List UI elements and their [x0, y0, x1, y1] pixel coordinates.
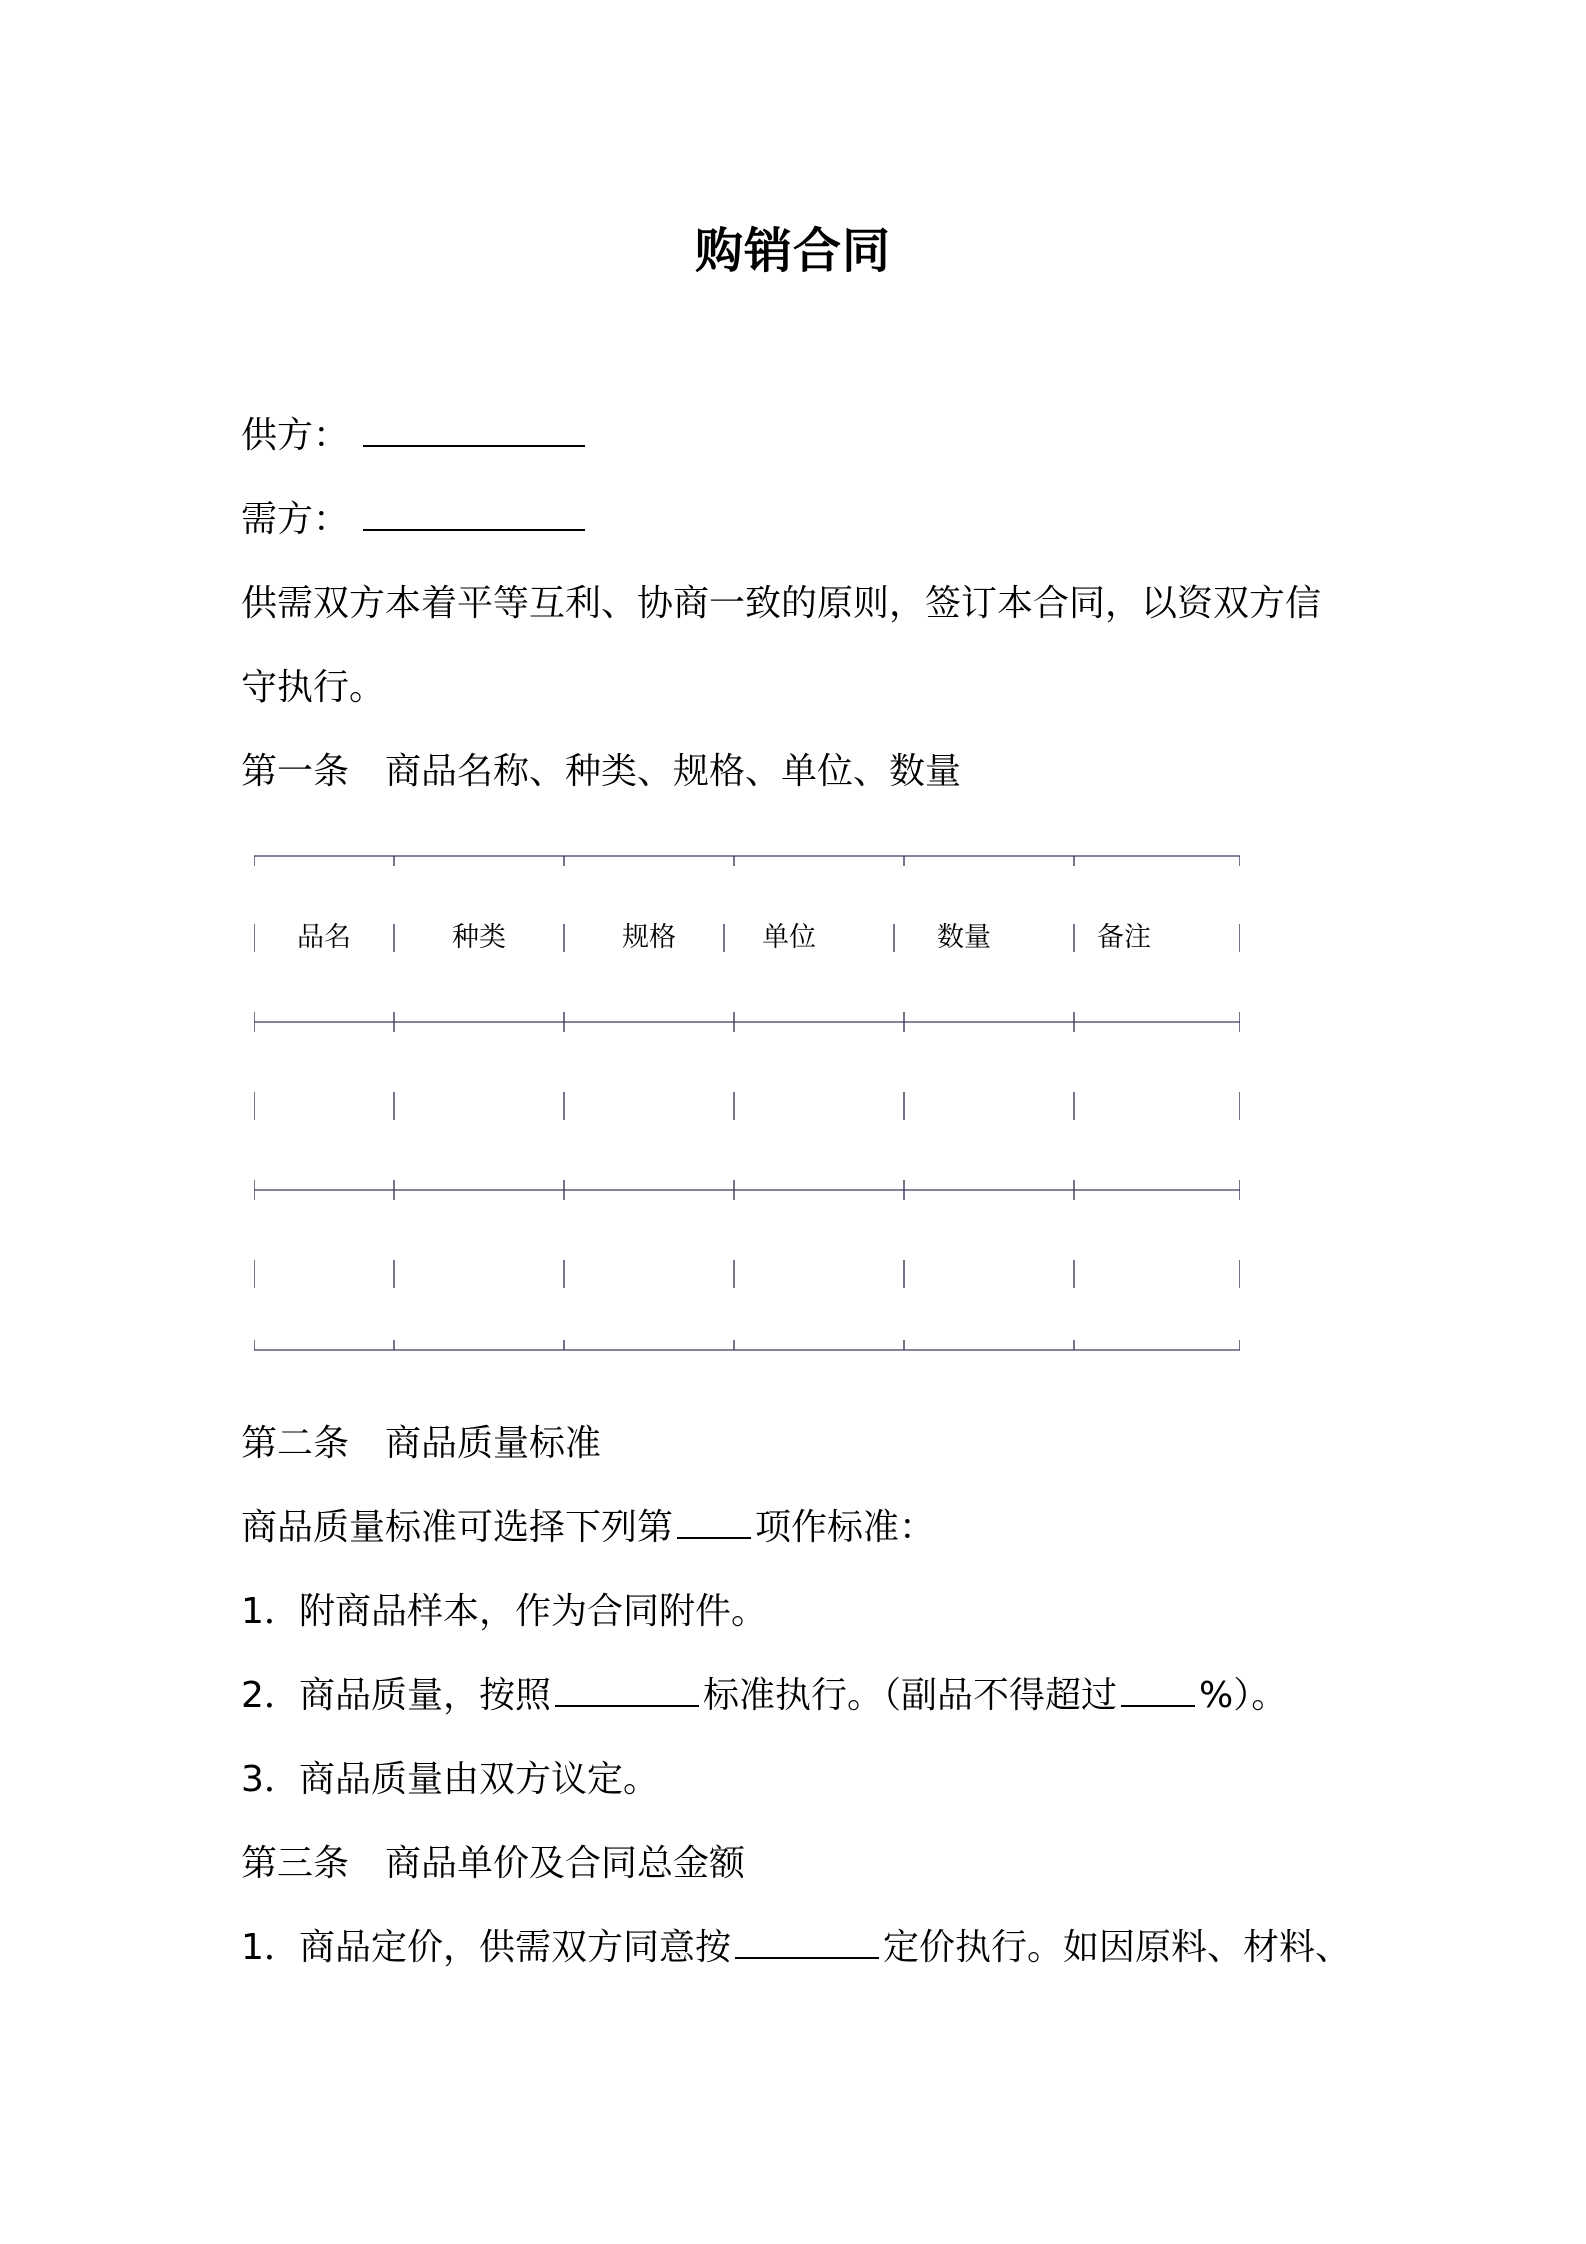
quality-standard-blank[interactable]	[555, 1675, 699, 1707]
article2-item-1	[241, 1586, 767, 1638]
supplier-blank[interactable]	[363, 415, 585, 447]
intro-line-1: 供需双方本着平等互利、协商一致的原则，签订本合同，以资双方信	[241, 583, 1322, 624]
document-title: 购销合同	[694, 223, 891, 279]
article3-item-1	[241, 1922, 1351, 1974]
article2-heading: 第二条 商品质量标准	[241, 1423, 602, 1464]
buyer-label: 需方：	[241, 499, 350, 540]
table-header-remark: 备注	[1097, 922, 1151, 953]
item-number: 1．	[241, 1927, 300, 1968]
item-text: %）。	[1199, 1675, 1288, 1716]
article2-item-3	[241, 1754, 659, 1806]
item-text: 商品质量由双方议定。	[299, 1759, 660, 1800]
table-header-name: 品名	[297, 922, 351, 953]
article2-lead	[241, 1502, 935, 1554]
article1-heading: 第一条 商品名称、种类、规格、单位、数量	[241, 751, 962, 792]
pricing-basis-blank[interactable]	[735, 1927, 879, 1959]
table-header-quantity: 数量	[937, 922, 991, 953]
article2-lead-text: 商品质量标准可选择下列第	[241, 1507, 674, 1548]
supplier-line	[241, 410, 585, 462]
table-header-spec: 规格	[622, 922, 676, 953]
intro-line-2: 守执行。	[241, 667, 386, 708]
item-number: 2．	[241, 1675, 300, 1716]
item-number: 3．	[241, 1759, 300, 1800]
item-number: 1．	[241, 1591, 300, 1632]
buyer-blank[interactable]	[363, 499, 585, 531]
supplier-label: 供方：	[241, 415, 350, 456]
item-text: 定价执行。如因原料、材料、	[883, 1927, 1352, 1968]
item-text: 附商品样本，作为合同附件。	[299, 1591, 768, 1632]
defect-percent-blank[interactable]	[1121, 1675, 1195, 1707]
table-header-unit: 单位	[762, 922, 816, 953]
buyer-line	[241, 494, 585, 546]
item-text: 商品定价，供需双方同意按	[299, 1927, 732, 1968]
item-text: 标准执行。（副品不得超过	[703, 1675, 1118, 1716]
article2-lead-suffix: 项作标准：	[755, 1507, 936, 1548]
item-text: 商品质量，按照	[299, 1675, 552, 1716]
standard-item-blank[interactable]	[677, 1507, 751, 1539]
goods-table	[254, 852, 1240, 1352]
table-header-type: 种类	[452, 922, 506, 953]
article2-item-2	[241, 1670, 1287, 1722]
article3-heading: 第三条 商品单价及合同总金额	[241, 1843, 746, 1884]
